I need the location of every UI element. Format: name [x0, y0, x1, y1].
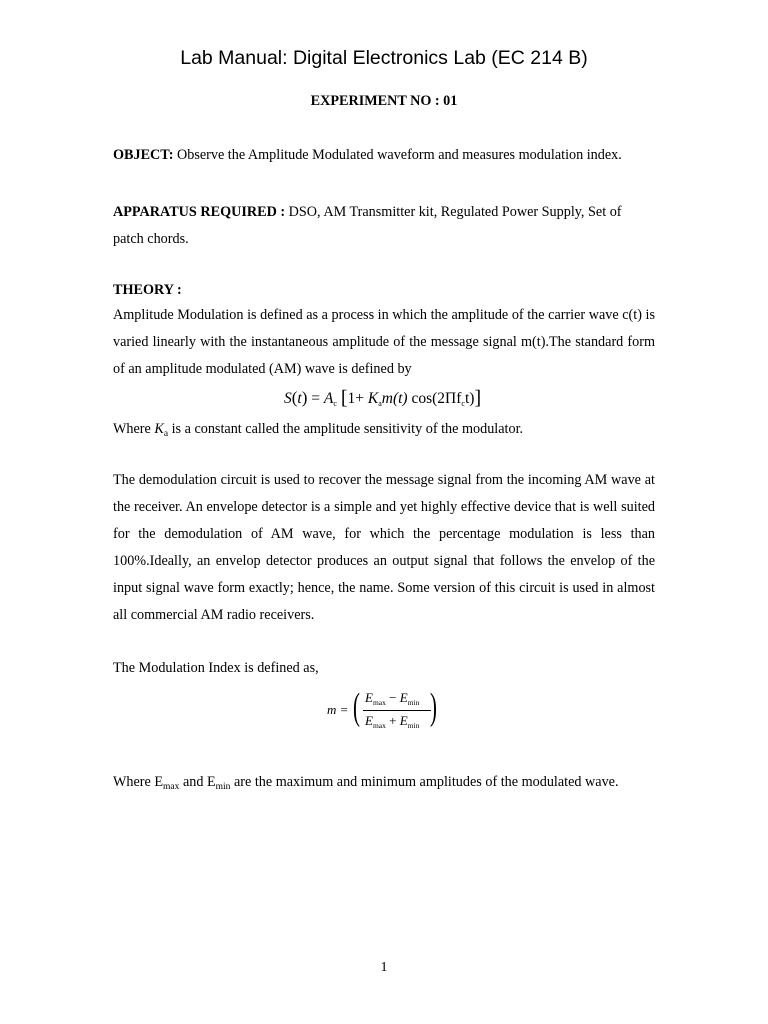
fraction-bar [363, 710, 431, 711]
theory-heading: THEORY : [113, 282, 182, 298]
modulation-index-intro: The Modulation Index is defined as, [113, 660, 319, 676]
am-wave-equation: $S(t) = A_c$ [$1+ K_am(t)$ $\cos(2\Pi f_ct)$] [284, 387, 482, 409]
object-paragraph [113, 146, 655, 164]
experiment-title: EXPERIMENT NO : 01 [310, 93, 458, 109]
apparatus-label: APPARATUS REQUIRED : [113, 204, 286, 220]
object-text: Observe the Amplitude Modulated waveform and measures modulation index. [173, 147, 622, 163]
demodulation-paragraph: The demodulation circuit is used to recover the message signal from the incoming AM wave at the receiver. An envelope detector is a simple and yet highly effective device that is well suited for the demodulation of AM wave, for which the percentage modulation is less than 100%.Ideally, an envelop detector produces an output signal that follows the envelop of the input signal wave form exactly; hence, the name. Some version of this circuit is used in almost all commercial AM radio receivers. [113, 472, 655, 623]
page-number: 1 [380, 960, 388, 975]
theory-intro-paragraph: Amplitude Modulation is defined as a process in which the amplitude of the carrier wave c(t) is varied linearly with the instantaneous amplitude of the message signal m(t).The standard form of an amplitude modulated (AM) wave is defined by [113, 307, 655, 377]
apparatus-paragraph [113, 199, 655, 253]
mi-denominator: $E_{max} + E_{min}$ [365, 713, 420, 730]
where-ka-paragraph: Where $K_a$ is a constant called the amplitude sensitivity of the modulator. [113, 421, 524, 439]
eq-s: S [284, 390, 292, 407]
where-emax-emin-paragraph: Where $E_{max}$ and $E_{min}$ are the maximum and minimum amplitudes of the modulated wave. [113, 774, 619, 792]
object-label: OBJECT: [113, 147, 174, 163]
modulation-index-equation: m = ( $E_{max} - E_{min}$ $E_{max} + E_{min}$ ) [327, 686, 437, 730]
lab-manual-title: Lab Manual: Digital Electronics Lab (EC 214 B) [180, 47, 588, 69]
apparatus-text: DSO, AM Transmitter kit, Regulated Power Supply, Set of patch chords. [113, 204, 622, 247]
mi-numerator: $E_{max} - E_{min}$ [365, 690, 420, 707]
